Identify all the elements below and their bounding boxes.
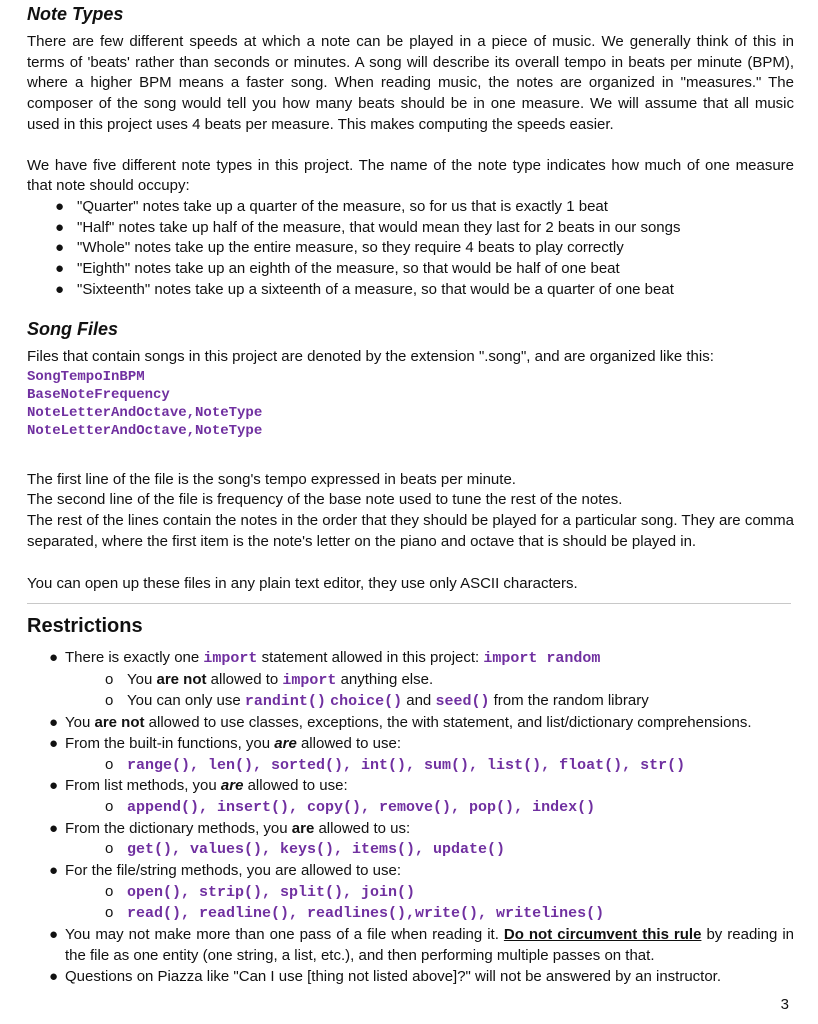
code-line: NoteLetterAndOctave,NoteType xyxy=(27,404,263,421)
note-types-paragraph-1: There are few different speeds at which a note can be played in a piece of music. We generally think of this in terms of 'beats' rather than seconds or minutes. A song will describe its overall tempo in beats per minute (BPM), where a higher BPM means a faster song. When reading music, the notes are organized in "measures." The composer of the song would tell you how many beats should be in one measure. We will assume that all music used in this project uses 4 beats per measure. This makes computing the speeds easier. xyxy=(27,33,794,133)
bullet-icon: ● xyxy=(49,734,59,752)
bullet-icon: ● xyxy=(49,649,59,666)
list-subitem: o append(), insert(), copy(), remove(), pop(), index() xyxy=(105,797,596,816)
list-item: ● You may not make more than one pass of a file when reading it. Do not circumvent this rule by reading in the file as one entity (one string, a list, etc.), and then performing multiple passes on that. xyxy=(49,926,795,964)
list-item: ● "Eighth" notes take up an eighth of the measure, so that would be half of one beat xyxy=(27,259,794,280)
song-file-format-code xyxy=(27,368,794,440)
code-line: SongTempoInBPM xyxy=(27,368,145,385)
list-subitem: o get(), values(), keys(), items(), update() xyxy=(105,840,506,859)
list-item: ● "Quarter" notes take up a quarter of the measure, so for us that is exactly 1 beat xyxy=(27,197,794,218)
code-line: NoteLetterAndOctave,NoteType xyxy=(27,422,263,439)
restrictions-section xyxy=(27,614,794,987)
song-files-heading: Song Files xyxy=(27,319,119,339)
bullet-icon: ● xyxy=(49,967,59,985)
circle-bullet-icon: o xyxy=(105,840,114,858)
bullet-icon: ● xyxy=(49,714,59,732)
bullet-icon: ● xyxy=(49,862,59,880)
bullet-icon: ● xyxy=(55,218,65,236)
bullet-icon: ● xyxy=(55,239,65,257)
circle-bullet-icon: o xyxy=(105,755,114,773)
list-item: ● From list methods, you are allowed to use: xyxy=(27,776,794,797)
list-subitem: o range(), len(), sorted(), int(), sum(), list(), float(), str() xyxy=(105,755,686,774)
bullet-icon: ● xyxy=(49,926,59,944)
note-types-paragraph-2: We have five different note types in this project. The name of the note type indicates how much of one measure that note should occupy: xyxy=(27,156,794,195)
song-files-line-4: You can open up these files in any plain text editor, they use only ASCII characters. xyxy=(27,574,578,592)
list-item: ● Questions on Piazza like "Can I use [thing not listed above]?" will not be answered by an instructor. xyxy=(27,967,794,988)
code-line: BaseNoteFrequency xyxy=(27,386,170,403)
list-subitem: o You are not allowed to import anything else. xyxy=(105,670,434,689)
section-divider xyxy=(27,603,791,604)
list-subitem: o open(), strip(), split(), join() xyxy=(105,882,416,901)
note-types-heading: Note Types xyxy=(27,4,124,24)
restrictions-list xyxy=(27,648,794,987)
circle-bullet-icon: o xyxy=(105,797,114,815)
bullet-icon: ● xyxy=(49,777,59,795)
page-number: 3 xyxy=(780,996,789,1013)
circle-bullet-icon: o xyxy=(105,882,114,900)
list-item: ● "Whole" notes take up the entire measure, so they require 4 beats to play correctly xyxy=(27,238,794,259)
list-subitem: o You can only use randint() choice() and seed() from the random library xyxy=(105,692,649,711)
note-types-section xyxy=(27,3,794,300)
list-item: ● You are not allowed to use classes, exceptions, the with statement, and list/dictionary comprehensions. xyxy=(27,713,794,734)
bullet-icon: ● xyxy=(55,280,65,298)
circle-bullet-icon: o xyxy=(105,692,114,710)
list-item: ● For the file/string methods, you are allowed to use: xyxy=(27,861,794,882)
song-files-line-1: The first line of the file is the song's tempo expressed in beats per minute. xyxy=(27,470,516,488)
note-types-list xyxy=(27,197,794,301)
circle-bullet-icon: o xyxy=(105,670,114,688)
list-item: ● "Half" notes take up half of the measure, that would mean they last for 2 beats in our songs xyxy=(27,218,794,239)
list-item: ● There is exactly one import statement allowed in this project: import random xyxy=(49,649,601,667)
song-files-line-3: The rest of the lines contain the notes in the order that they should be played for a particular song. They are comma separated, where the first item is the note's letter on the piano and octave that is should be played in. xyxy=(27,512,794,550)
bullet-icon: ● xyxy=(55,197,65,215)
song-files-intro: Files that contain songs in this project are denoted by the extension ".song", and are organized like this: xyxy=(27,348,714,365)
song-files-section xyxy=(27,318,794,594)
circle-bullet-icon: o xyxy=(105,904,114,922)
list-subitem: o read(), readline(), readlines(),write(), writelines() xyxy=(105,904,605,923)
list-item: ● "Sixteenth" notes take up a sixteenth of a measure, so that would be a quarter of one beat xyxy=(27,280,794,301)
bullet-icon: ● xyxy=(55,260,65,278)
song-files-line-2: The second line of the file is frequency of the base note used to tune the rest of the notes. xyxy=(27,491,623,509)
list-item: ● From the built-in functions, you are allowed to use: xyxy=(27,734,794,755)
list-item: ● From the dictionary methods, you are allowed to us: xyxy=(27,819,794,840)
restrictions-heading: Restrictions xyxy=(27,615,143,637)
bullet-icon: ● xyxy=(49,819,59,837)
